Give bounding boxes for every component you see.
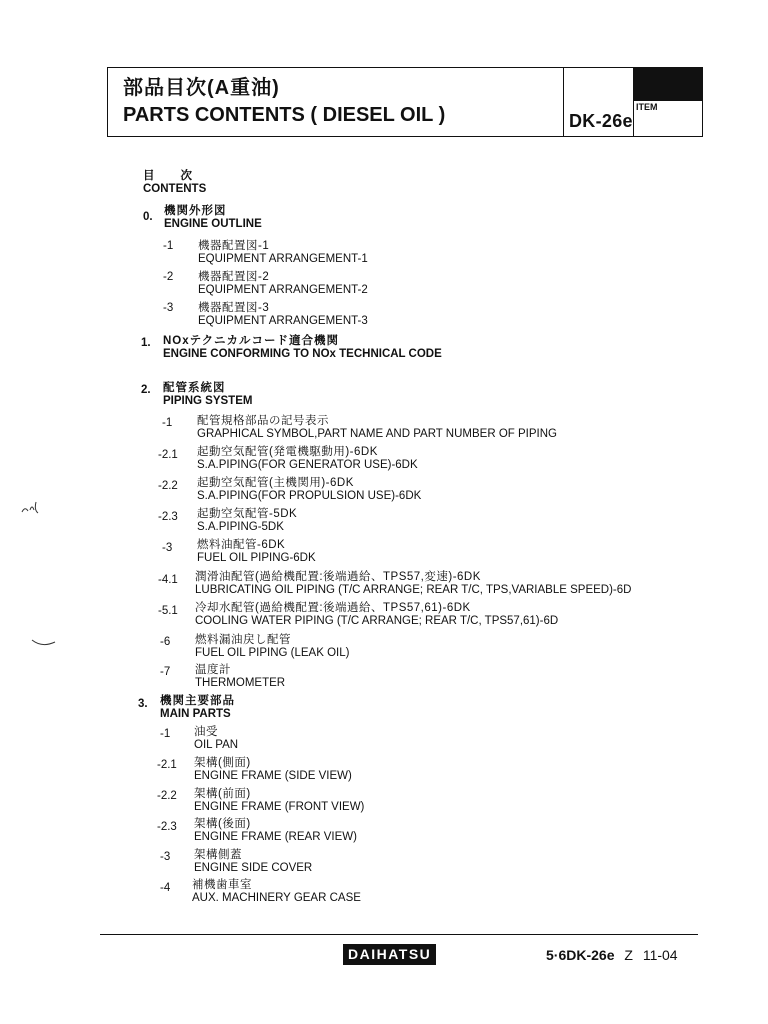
list-item	[198, 240, 368, 265]
margin-scribble	[20, 498, 44, 518]
page-code-number: 5·6DK-26e	[546, 947, 615, 963]
item-number: -2.1	[157, 759, 177, 771]
list-item-jp: 燃料漏油戻し配管	[195, 634, 291, 646]
item-number: -2.3	[158, 511, 178, 523]
list-item-jp: 起動空気配管(主機関用)-6DK	[197, 477, 354, 489]
list-item-en: FUEL OIL PIPING (LEAK OIL)	[195, 646, 350, 659]
section-heading-en: MAIN PARTS	[160, 707, 231, 720]
list-item	[194, 757, 352, 782]
section-heading	[163, 335, 442, 360]
list-item-en: FUEL OIL PIPING-6DK	[197, 551, 316, 564]
list-item-jp: 油受	[194, 726, 218, 738]
list-item	[197, 415, 557, 440]
list-item-en: THERMOMETER	[195, 676, 286, 689]
list-item-en: S.A.PIPING-5DK	[197, 520, 284, 533]
contents-heading-en: CONTENTS	[143, 182, 207, 195]
list-item	[195, 602, 558, 627]
list-item-en: EQUIPMENT ARRANGEMENT-3	[198, 314, 368, 327]
list-item	[195, 571, 631, 596]
list-item-jp: 機器配置図-2	[198, 271, 270, 283]
item-number: -4.1	[158, 574, 178, 586]
section-heading-jp: 機関主要部品	[160, 695, 235, 707]
section-heading-en: PIPING SYSTEM	[163, 394, 253, 407]
item-number: -3	[162, 542, 173, 554]
list-item-en: ENGINE FRAME (FRONT VIEW)	[194, 800, 365, 813]
item-number: -2	[163, 271, 174, 283]
item-number: -1	[160, 728, 171, 740]
item-number: -1	[163, 240, 174, 252]
list-item	[198, 271, 368, 296]
list-item-en: ENGINE FRAME (REAR VIEW)	[194, 830, 357, 843]
item-number: -4	[160, 882, 171, 894]
list-item-jp: 架構(後面)	[194, 818, 251, 830]
list-item	[197, 446, 418, 471]
list-item	[198, 302, 368, 327]
contents-heading	[143, 170, 206, 195]
list-item-jp: 架構(前面)	[194, 788, 251, 800]
list-item-en: ENGINE SIDE COVER	[194, 861, 313, 874]
list-item	[194, 788, 364, 813]
list-item-jp: 架構(側面)	[194, 757, 251, 769]
list-item	[192, 879, 361, 904]
section-heading-jp: 配管系統図	[163, 382, 226, 394]
list-item-jp: 冷却水配管(過給機配置:後端過給、TPS57,61)-6DK	[195, 602, 471, 614]
section-heading-jp: NOxテクニカルコード適合機関	[163, 335, 339, 347]
list-item-en: AUX. MACHINERY GEAR CASE	[192, 891, 361, 904]
list-item-jp: 機器配置図-1	[198, 240, 270, 252]
list-item-jp: 燃料油配管-6DK	[197, 539, 286, 551]
list-item-en: ENGINE FRAME (SIDE VIEW)	[194, 769, 352, 782]
list-item-en: COOLING WATER PIPING (T/C ARRANGE; REAR T/C, TPS57,61)-6D	[195, 614, 559, 627]
item-number: -2.3	[157, 821, 177, 833]
title-japanese: 部品目次(A重油)	[123, 77, 280, 99]
list-item	[195, 664, 285, 689]
list-item-en: GRAPHICAL SYMBOL,PART NAME AND PART NUMBER OF PIPING	[197, 427, 557, 440]
title-english: PARTS CONTENTS ( DIESEL OIL )	[123, 104, 446, 126]
list-item	[195, 634, 349, 659]
contents-heading-jp: 目 次	[143, 170, 193, 182]
list-item-jp: 架構側蓋	[194, 849, 242, 861]
document-code: DK-26e	[569, 111, 633, 131]
revision-letter: Z	[624, 947, 633, 963]
list-item-jp: 起動空気配管-5DK	[197, 508, 298, 520]
item-number: -1	[162, 417, 173, 429]
item-number: -2.2	[157, 790, 177, 802]
item-number: -2.2	[158, 480, 178, 492]
brand-logo: DAIHATSU	[343, 944, 436, 965]
section-number: 0.	[143, 211, 153, 223]
item-number: -3	[160, 851, 171, 863]
list-item-jp: 配管規格部品の記号表示	[197, 415, 329, 427]
list-item	[194, 818, 357, 843]
section-heading	[163, 382, 252, 407]
revision-date: 11-04	[642, 947, 678, 963]
section-number: 2.	[141, 384, 151, 396]
section-number: 3.	[138, 698, 148, 710]
list-item	[194, 726, 238, 751]
list-item-jp: 温度計	[195, 664, 231, 676]
section-heading-en: ENGINE OUTLINE	[164, 217, 262, 230]
section-number: 1.	[141, 337, 151, 349]
margin-stroke	[30, 636, 58, 650]
list-item	[197, 508, 297, 533]
item-number: -2.1	[158, 449, 178, 461]
list-item-jp: 潤滑油配管(過給機配置:後端過給、TPS57,変速)-6DK	[195, 571, 481, 583]
list-item	[197, 539, 316, 564]
list-item-jp: 起動空気配管(発電機駆動用)-6DK	[197, 446, 378, 458]
item-number: -7	[160, 666, 171, 678]
section-heading	[160, 695, 235, 720]
list-item-en: OIL PAN	[194, 738, 239, 751]
list-item-jp: 機器配置図-3	[198, 302, 270, 314]
item-number: -6	[160, 636, 171, 648]
list-item	[194, 849, 312, 874]
list-item-jp: 補機歯車室	[192, 879, 252, 891]
list-item-en: S.A.PIPING(FOR GENERATOR USE)-6DK	[197, 458, 418, 471]
footer-rule	[100, 934, 698, 935]
list-item-en: S.A.PIPING(FOR PROPULSION USE)-6DK	[197, 489, 422, 502]
list-item-en: EQUIPMENT ARRANGEMENT-2	[198, 283, 368, 296]
list-item-en: EQUIPMENT ARRANGEMENT-1	[198, 252, 368, 265]
item-label: ITEM	[636, 102, 658, 112]
section-heading	[164, 205, 262, 230]
item-number: -5.1	[158, 605, 178, 617]
list-item	[197, 477, 421, 502]
page-code	[546, 947, 678, 963]
section-heading-jp: 機関外形図	[164, 205, 227, 217]
item-number: -3	[163, 302, 174, 314]
list-item-en: LUBRICATING OIL PIPING (T/C ARRANGE; REAR T/C, TPS,VARIABLE SPEED)-6D	[195, 583, 632, 596]
section-heading-en: ENGINE CONFORMING TO NOx TECHNICAL CODE	[163, 347, 442, 360]
